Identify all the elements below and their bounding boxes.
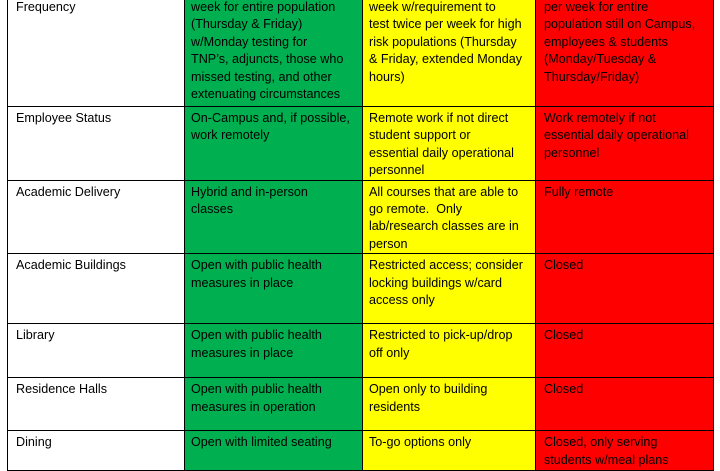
cell-line: access only [369,293,435,308]
cell-line: student support or [369,128,471,143]
yellow-level-academic-delivery [363,180,536,254]
cell-line: To-go options only [369,435,472,450]
cell-line: population still on Campus, [544,17,696,32]
cell-line: measures in place [191,275,294,290]
cell-line: risk populations (Thursday [369,34,517,49]
cell-line: personnel [369,163,425,178]
cell-line: employees & students [544,34,668,49]
cell-line: missed testing, and other [191,69,332,84]
cell-line: measures in place [191,345,294,360]
cell-line: Thursday/Friday) [544,69,640,84]
red-level-residence-halls [536,378,714,431]
cell-line: week for entire population [191,0,336,14]
cell-line: test twice per week for high [369,17,522,32]
cell-line: Closed [544,382,584,397]
cell-line: Closed [544,328,584,343]
yellow-level-dining [363,431,536,471]
table-row [8,431,714,471]
row-label-residence-halls: Residence Halls [8,378,185,431]
cell-line: classes [191,202,233,217]
green-level-academic-delivery [185,180,363,254]
cell-line: per week for entire [544,0,649,14]
green-level-frequency [185,0,363,107]
cell-line: Remote work if not direct [369,111,509,125]
cell-line: Open with public health [191,382,322,397]
yellow-level-library [363,324,536,378]
cell-line: lab/research classes are in [369,219,519,234]
cell-line: TNP’s, adjuncts, those who [191,52,344,67]
cell-line: measures in operation [191,399,316,414]
row-label-dining: Dining [8,431,185,471]
cell-line: Work remotely if not [544,111,656,125]
green-level-residence-halls [185,378,363,431]
yellow-level-frequency [363,0,536,107]
cell-line: Restricted access; consider [369,258,523,273]
cell-line: w/Monday testing for [191,34,308,49]
cell-line: week w/requirement to [369,0,496,14]
cell-line: residents [369,399,421,414]
table-row [8,107,714,181]
red-level-library [536,324,714,378]
cell-line: go remote. Only [369,202,463,217]
row-label-academic-buildings: Academic Buildings [8,254,185,324]
row-label-frequency: Frequency [8,0,185,107]
cell-line: person [369,236,408,251]
red-level-academic-delivery [536,180,714,254]
cell-line: Open with limited seating [191,435,332,450]
cell-line: essential daily operational [369,145,514,160]
cell-line: & Friday, extended Monday [369,52,523,67]
table-row [8,0,714,107]
yellow-level-academic-buildings [363,254,536,324]
cell-line: Closed, only serving [544,435,658,450]
green-level-library [185,324,363,378]
red-level-academic-buildings [536,254,714,324]
cell-line: Open with public health [191,328,322,343]
cell-line: Open with public health [191,258,322,273]
cell-line: (Thursday & Friday) [191,17,303,32]
red-level-employee-status [536,107,714,181]
cell-line: personnel [544,145,600,160]
cell-line: locking buildings w/card [369,275,503,290]
row-label-library: Library [8,324,185,378]
table-row [8,180,714,254]
campus-operations-table [7,0,714,471]
cell-line: essential daily operational [544,128,689,143]
yellow-level-employee-status [363,107,536,181]
green-level-academic-buildings [185,254,363,324]
row-label-academic-delivery: Academic Delivery [8,180,185,254]
cell-line: Fully remote [544,184,614,199]
red-level-dining [536,431,714,471]
cell-line: hours) [369,69,405,84]
cell-line: off only [369,345,410,360]
table-row [8,324,714,378]
cell-line: work remotely [191,128,270,143]
green-level-employee-status [185,107,363,181]
row-label-employee-status: Employee Status [8,107,185,181]
cell-line: extenuating circumstances [191,87,341,102]
cell-line: Hybrid and in-person [191,184,308,199]
cell-line: On-Campus and, if possible, [191,111,350,125]
table-body [8,0,714,471]
cell-line: Closed [544,258,584,273]
cell-line: All courses that are able to [369,184,519,199]
cell-line: Open only to building [369,382,488,397]
table-row [8,378,714,431]
cell-line: Restricted to pick-up/drop [369,328,513,343]
table-row [8,254,714,324]
yellow-level-residence-halls [363,378,536,431]
red-level-frequency [536,0,714,107]
green-level-dining [185,431,363,471]
cell-line: students w/meal plans [544,452,669,467]
cell-line: (Monday/Tuesday & [544,52,657,67]
